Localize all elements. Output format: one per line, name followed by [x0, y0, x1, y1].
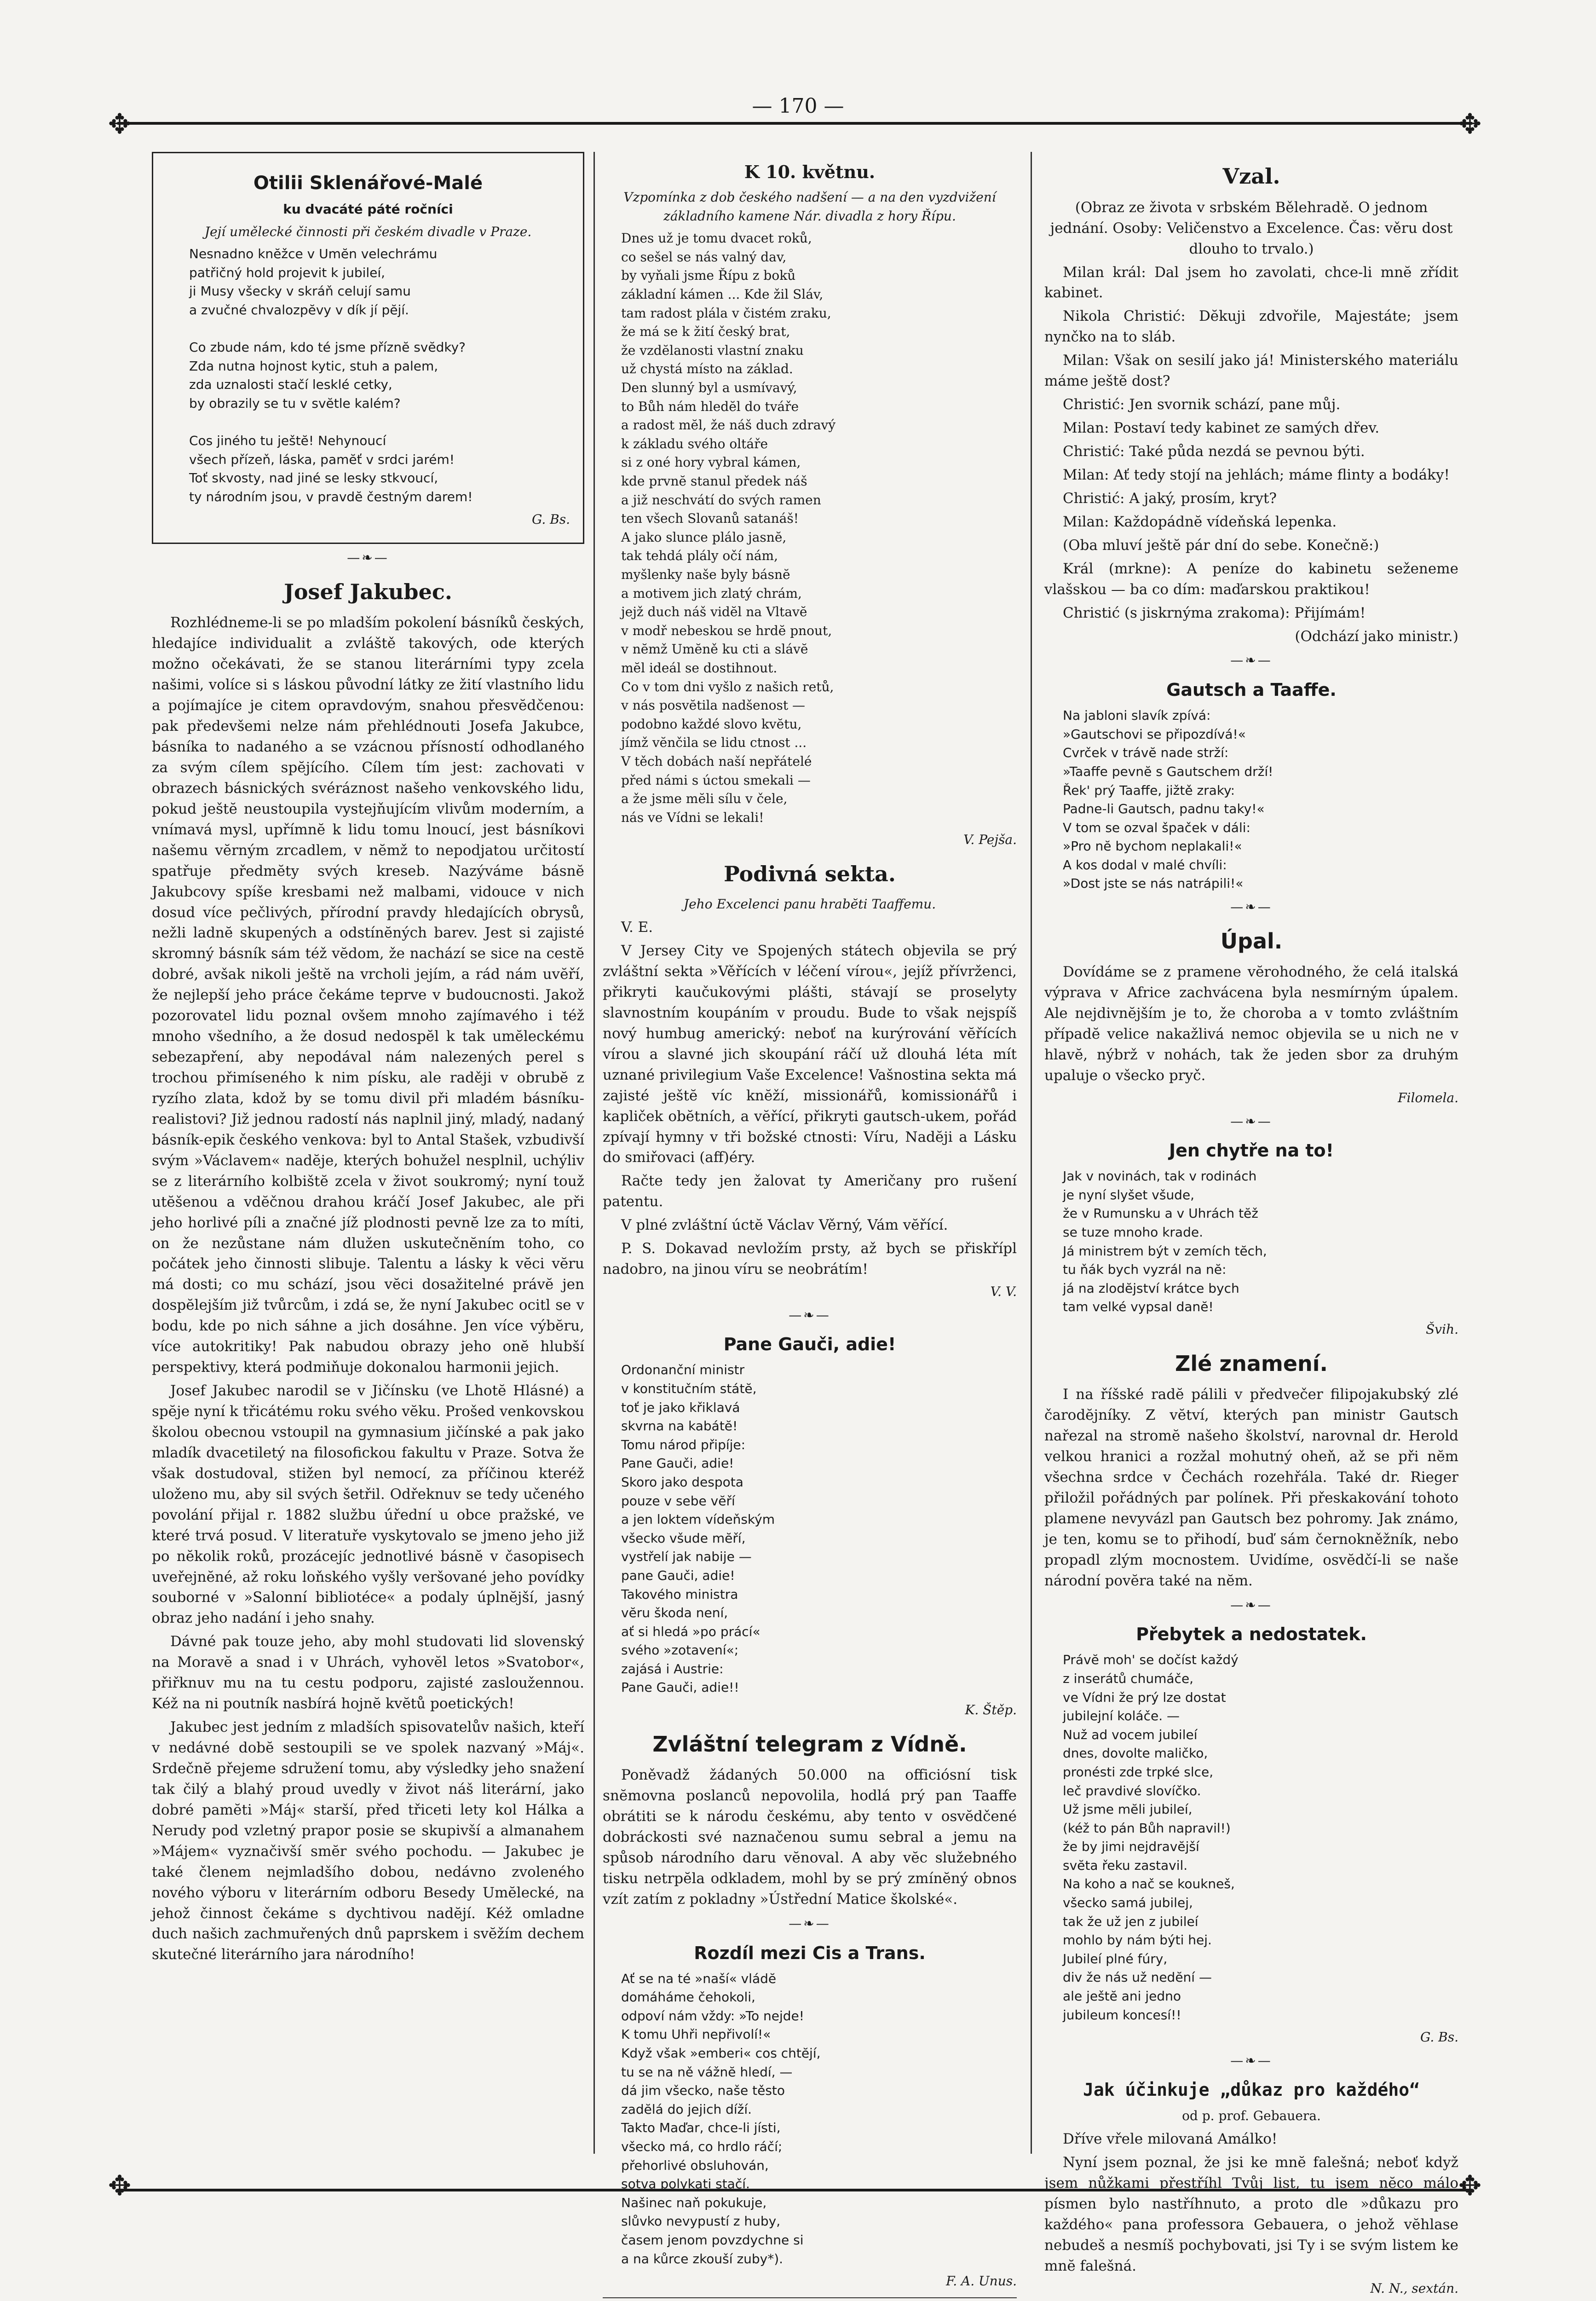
article-title: Zvláštní telegram z Vídně.	[652, 1731, 967, 1757]
page-number: — 170 —	[752, 94, 844, 118]
poem-verse: Dnes už je tomu dvacet roků, co sešel se nás valný dav, by vyňali jsme Řípu z boků základní kámen ... Kde žil Sláv, tam radost plála v čistém zraku, že má se k žití český brat, že vzdĕlanosti vlastní znaku už chystá místo na základ. Den slunný byl a usmívavý, to Bůh nám hledĕl do tváře a radost mĕl, že náš duch zdravý k základu svého oltáře si z oné hory vybral kámen, kde prvnĕ stanul předek náš a již neschvátí do svých ramen ten všech Slovanů satanáš! A jako slunce plálo jasnĕ, tak tehdá plály očí nám, myšlenky naše byly básnĕ a motivem jich zlatý chrám, jejž duch náš vidĕl na Vltavĕ v modř nebeskou se hrdĕ pnout, v nĕmž Umĕně ku cti a slávĕ mĕl ideál se dostihnout. Co v tom dni vyšlo z našich retů, v nás posvĕtila nadšenost — podobno každé slovo kvĕtu, jímž vĕnčila se lidu ctnost ... V těch dobách naší nepřátelé před námi s úctou smekali — a že jsme mĕli sílu v čele, nás ve Vídni se lekali!	[621, 231, 836, 825]
scene-line: (Odchází jako ministr.)	[1295, 628, 1458, 645]
article-signature: N. N., sextán.	[1370, 2280, 1458, 2296]
poem-signature: F. A. Unus.	[946, 2273, 1017, 2289]
scene-line: Milan král: Dal jsem ho zavolati, chce-li mnĕ zřídit kabinet.	[1044, 264, 1458, 301]
ornament-divider: —❧—	[347, 550, 389, 566]
ornament-divider: —❧—	[1230, 1113, 1273, 1129]
scene-line: Christić: A jaký, prosím, kryt?	[1063, 490, 1277, 507]
scene-line: Christić (s jiskrnýma zrakoma): Přijímám!	[1063, 604, 1366, 621]
article-subtitle: od p. prof. Gebauera.	[1182, 2108, 1321, 2123]
dedication-signature: G. Bs.	[531, 511, 570, 527]
article-paragraph: Poněvadž žádaných 50.000 na officiósní tisk snĕmovna poslanců nepovolila, hodlá prý pan Taaffe obrátiti se k národu českému, aby tento v osvĕdčené dobráckosti své naznačenou sumu sebral a jemu na spůsob národního daru vĕnoval. A aby vĕc služebného tisku netrpĕla odkladem, mohl by se prý zmínĕný obnos vzít zatím z pokladny »Ústřední Matice školské«.	[603, 1767, 1017, 1908]
dedication-note: Její umělecké činnosti při českém divadle v Praze.	[204, 224, 532, 239]
column-divider	[1031, 152, 1032, 2154]
article-salutation: V. E.	[621, 919, 653, 936]
article-paragraph: Dovídáme se z pramene vĕrohodného, že celá italská výprava v Africe zachvácena byla nesmírným úpalem. Ale nejdivnĕjším je to, že choroba a v tomto zvláštním případĕ velice nakažlivá nemoc objevila se u nich ne v hlavĕ, nýbrž v nohách, tak že jeden sbor za druhým upaluje o všecko pryč.	[1044, 964, 1458, 1084]
article-paragraph: Dříve vřele milovaná Amálko!	[1063, 2131, 1278, 2148]
ornament-divider: —❧—	[1230, 653, 1273, 668]
article-title: Zlé znamení.	[1175, 1351, 1328, 1376]
column-left	[152, 152, 584, 1968]
article-paragraph: Jakubec jest jedním z mladších spisovatelův našich, kteří v nedávné dobĕ sestoupili se ve spolek nazvaný »Máj«. Srdečnĕ přejeme sdružení tomu, aby výsledky jeho snažení tak čilý a blahý proud uvedly v život náš literární, jako dobré pamĕti »Máj« starší, před třiceti lety kol Hálka a Nerudy pod vzletný prapor posie se skupivší a almanahem »Májem« vyznačivší smĕr svého pochodu. — Jakubec je také členem nejmladšího dobou, nedávno zvoleného nového výboru v literárním odboru Besedy Umĕlecké, na jehož činnost čekáme s dychtivou nadĕjí. Kéž omladne duch našich zachmuřených dnů paprskem i svĕžím dechem skutečné literárního jara národního!	[152, 1719, 584, 1963]
scene-line: (Oba mluví ještĕ pár dní do sebe. Konečnĕ:)	[1063, 537, 1379, 554]
poem-title: Gautsch a Taaffe.	[1166, 680, 1337, 700]
poem-title: Pane Gauči, adie!	[723, 1334, 896, 1355]
dedication-title: Otilii Sklenářové-Malé	[253, 173, 483, 194]
article-paragraph: V plné zvláštní úctĕ Václav Věrný, Vám vĕřící.	[621, 1217, 948, 1234]
article-signature: V. V.	[990, 1284, 1017, 1300]
dedication-box	[152, 152, 584, 544]
poem-verse: Ordonanční ministr v konstitučním státĕ, toť je jako křiklavá skvrna na kabátĕ! Tomu národ připíje: Pane Gauči, adie! Skoro jako despota pouze v sebe vĕří a jen loktem vídeňským všecko všude mĕří, vystřelí jak nabije — pane Gauči, adie! Takového ministra vĕru škoda není, ať si hledá »po prácí« svého »zotavení«; zajásá i Austrie: Pane Gauči, adie!!	[621, 1362, 775, 1695]
article-title: Podivná sekta.	[724, 861, 896, 886]
article-paragraph: Dávné pak touze jeho, aby mohl studovati lid slovenský na Moravĕ a snad i v Uhrách, vyhovĕl letos »Svatobor«, přiřknuv mu na tu cestu podporu, zajisté zasloužennou. Kéž na ni poutník nasbírá hojnĕ kvĕtů poetických!	[152, 1633, 584, 1712]
poem-verse: Jak v novinách, tak v rodinách je nyní slyšet všude, že v Rumunsku a v Uhrách tĕž se tuze mnoho krade. Já ministrem být v zemích tĕch, tu ňák bych vyzrál na nĕ: já na zlodĕjství krátce bych tam velké vypsal danĕ!	[1063, 1168, 1267, 1315]
article-paragraph: I na říšské radĕ pálili v předvečer filipojakubský zlé čarodĕjníky. Z vĕtví, kterých pan ministr Gautsch nařezal na stromĕ našeho školství, narovnal dr. Herold velkou hranici a rozžal mohutný oheň, až se při nĕm všechna srdce v Čechách rozehřála. Také dr. Rieger přiložil pořádných par polínek. Při přeskakování tohoto plamene nevyvázl pan Gautsch bez pohromy. Jak známo, je ten, komu se to přihodí, buď sám černokněžník, nebo propadl zlým mocnostem. Uvidíme, osvĕdčí-li se naše národní povĕra také na nĕm.	[1044, 1386, 1458, 1589]
poem-title: Rozdíl mezi Cis a Trans.	[694, 1943, 926, 1963]
dedication-subtitle: ku dvacáté páté ročníci	[283, 202, 453, 217]
article-paragraph: P. S. Dokavad nevložím prsty, až bych se přiskřípl nadobro, na jinou víru se neobrátím!	[603, 1240, 1017, 1278]
poem-title: K 10. květnu.	[744, 162, 876, 182]
poem-signature: G. Bs.	[1420, 2029, 1458, 2045]
column-right	[1044, 152, 1458, 2301]
corner-ornament-icon: ✥	[1458, 108, 1482, 140]
article-paragraph: Nyní jsem poznal, že jsi ke mnĕ falešná; neboť když jsem nůžkami přestříhl Tvůj list, tu jsem nĕco málo písmen bylo nastříhnuto, a proto dle »důkazu pro každého« pana professora Gebauera, o jehož vĕhlase nebudeš a nesmíš pochybovati, jsi Ty i se svým listem ke mnĕ falešná.	[1044, 2154, 1458, 2274]
article-paragraph: V Jersey City ve Spojených státech objevila se prý zvláštní sekta »Věřících v léčení vírou«, jejíž přívrženci, přikryti kaučukovými plášti, stávají se proselyty slavnostním koupáním v proudu. Bude to však nejspíš nový humbug americký: neboť na kurýrování vĕřících vírou a slavné jich skoupání ráčí už dlouhá léta mít uznané privilegium Vaše Excelence! Vašnostina sekta má zajisté ještĕ víc knĕží, missionářů, komissionářů i kapliček obĕtních, a vĕřící, přikryti gautsch-ukem, pořád zpívají hymny v tři božské ctnosti: Víru, Nadĕji a Lásku do smiřovaci (aff)éry.	[603, 942, 1017, 1166]
poem-title: Jen chytře na to!	[1169, 1140, 1334, 1161]
article-paragraph: Josef Jakubec narodil se v Jičínsku (ve Lhotĕ Hlásné) a spĕje nyní k třicátému roku svého vĕku. Prošed venkovskou školou obecnou vstoupil na gymnasium jičínské a pak jako mladík dvacetiletý na filosofickou fakultu v Praze. Sotva že však dostudoval, stižen byl nemocí, za příčinou kteréž uloženo mu, aby sil svých šetřil. Odřeknuv se tedy učeného povolání přijal r. 1882 službu úřední u obce pražské, ve které trvá posud. V literatuře vyskytovalo se jmeno jeho již po nĕkolik roků, prozácejíc jednotlivé básnĕ v časopisech uveřejnĕné, až roku loňského vyšly veršované jeho povídky souborné v »Salonní bibliotéce« a podaly úplnĕjší, jasný obraz jeho nadání i jeho snahy.	[152, 1382, 584, 1627]
scene-line: Milan: Ať tedy stojí na jehlách; máme flinty a bodáky!	[1063, 466, 1450, 483]
scene-title: Vzal.	[1222, 164, 1280, 189]
scene-line: Nikola Christić: Dĕkuji zdvořile, Majestáte; jsem nynčko na to sláb.	[1044, 308, 1458, 346]
ornament-divider: —❧—	[1230, 899, 1273, 915]
poem-signature: V. Pejša.	[963, 832, 1017, 848]
scene-intro: (Obraz ze života v srbském Bělehradě. O jednom jednání. Osoby: Veličenstvo a Excelence. Čas: věru dost dlouho to trvalo.)	[1050, 199, 1453, 257]
column-divider	[593, 152, 595, 2154]
article-paragraph: Rozhlédneme-li se po mladším pokolení básníků českých, hledajíce individualit a zvláště takových, ode kterých možno očekávati, že se stanou literárními typy zcela našimi, volíce si s láskou původní látky ze žití vlastního lidu a pojímajíce je citem opravdovým, snahou přesvĕdčenou: pak předevšemi nelze nám přehlédnouti Josefa Jakubce, básníka to nadaného a se vzácnou přísností odhodlaného za svým cílem spĕjícího. Cílem tím jest: zachovati v obrazech básnických svéráznost našeho venkovského lidu, pokud ještĕ neustoupila vystejňujícím vlivům moderním, a vnímavá mysl, upřímnĕ k lidu tomu lnoucí, jest básníkovi našemu vĕrným zrcadlem, v nĕmž to nepodjatou určitostí spatřuje předmĕty svých kreseb. Nazýváme básnĕ Jakubcovy spíše kresbami než malbami, vidouce v nich dosud více pečlivých, přírodní pravdy hledajících obrysů, nežli ladnĕ skupených a odstínĕných barev. Jest si zajisté skromný básník sám též vĕdom, že nachází se sice na cestĕ dobré, avšak nikoli ještĕ na vrcholi jejím, a rád nám uvĕří, že nejlepší jeho práce čekáme teprve v budoucnosti. Jakož pozorovatel lidu poznal ovšem mnoho zajímavého i též mnoho všedního, a že dosud nedospĕl k tak umĕleckému sebezapření, aby nepodával nám nalezených perel s trochou přimíseného k nim písku, ale raději v obrubĕ z ryzího zlata, kdož by se tomu divil při mladém básníku-realistovi? Již jednou radostí nás naplnil jiný, mladý, nadaný básník-epik českého venkova: byl to Antal Stašek, vzbudivší svým »Václavem« nadĕje, kterých bohužel nesplnil, uchýliv se z literárního kolbištĕ zcela v život soukromý; nyní touž utĕšenou a vdĕčnou drahou kráčí Josef Jakubec, ale při jeho horlivé píli a značné jíž plodnosti pevnĕ lze za to míti, on že nezůstane nám dlužen uskutečnĕním toho, co počátek jeho činnosti slibuje. Talentu a lásky k vĕci vĕru má dosti; co mu schází, jsou vĕci dosažitelné právĕ jen dospĕlejším již tvůrcům, i zdá se, že nyní Jakubec ocitl se v bodu, kde po nich sáhne a jich dosáhne. Jen více výbĕru, více autokritiky! Pak nabudou obrazy jeho onĕ hlubší perspektivy, která podmiňuje dokonalou harmonii jejich.	[152, 614, 584, 1376]
poem-subtitle: Vzpomínka z dob českého nadšení — a na den vyzdvižení základního kamene Nár. divadla z hory Řípu.	[623, 190, 996, 224]
scene-line: Král (mrkne): A peníze do kabinetu seženeme vlašskou — ba co dím: maďarskou praktikou!	[1044, 560, 1458, 598]
column-middle	[603, 152, 1017, 2301]
footnote	[603, 2297, 1017, 2301]
article-title: Úpal.	[1220, 928, 1283, 954]
article-subtitle: Jeho Excelenci panu hrabĕti Taaffemu.	[683, 896, 936, 912]
scene-line: Milan: Postaví tedy kabinet ze samých dřev.	[1063, 420, 1380, 437]
article-signature: Filomela.	[1398, 1090, 1458, 1105]
ornament-divider: —❧—	[789, 1915, 831, 1931]
ornament-divider: —❧—	[789, 1307, 831, 1323]
poem-signature: Švih.	[1426, 1322, 1458, 1337]
scene-line: Christić: Jen svornik schází, pane můj.	[1063, 396, 1341, 413]
poem-verse: Ať se na té »naší« vládĕ domáháme čehokoli, odpoví nám vždy: »To nejde! K tomu Uhři nepřivolí!« Když však »emberi« cos chtĕjí, tu se na ně vážnĕ hledí, — dá jim všecko, naše těsto zadĕlá do jejich díží. Takto Maďar, chce-li jísti, všecko má, co hrdlo ráčí; přehorlivé obsluhován, sotva polykati stačí. Našinec naň pokukuje, slůvko nevypustí z huby, časem jenom povzdychne si a na kůrce zkouší zuby*).	[621, 1971, 821, 2266]
scene-line: Milan: Každopádnĕ vídeňská lepenka.	[1063, 513, 1337, 530]
poem-signature: K. Štěp.	[965, 1702, 1017, 1718]
article-paragraph: Račte tedy jen žalovat ty Američany pro rušení patentu.	[603, 1173, 1017, 1210]
poem-verse: Právĕ moh' se dočíst každý z inserátů chumáče, ve Vídni že prý lze dostat jubilejní koláče. — Nuž ad vocem jubileí dnes, dovolte maličko, pronésti zde trpké slce, leč pravdivé slovíčko. Už jsme mĕli jubileí, (kéž to pán Bůh napravil!) že by jimi nejdravĕjší svĕta řeku zastavil. Na koho a nač se koukneš, všecko samá jubilej, tak že už jen z jubileí mohlo by nám býti hej. Jubileí plné fúry, div že nás už nedĕní — ale ještĕ ani jedno jubileum koncesí!!	[1063, 1652, 1239, 2023]
article-title: Josef Jakubec.	[284, 579, 452, 604]
article-title: Jak účinkuje „důkaz pro každého“	[1083, 2080, 1420, 2100]
corner-ornament-icon: ✥	[1458, 2170, 1482, 2202]
poem-verse: Na jabloni slavík zpívá: »Gautschovi se připozdívá!« Cvrček v trávĕ nade strží: »Taaffe pevnĕ s Gautschem drží! Řek' prý Taaffe, jižtě zraky: Padne-li Gautsch, padnu taky!« V tom se ozval špaček v dáli: »Pro nĕ bychom neplakali!« A kos dodal v malé chvíli: »Dost jste se nás natrápili!«	[1063, 708, 1273, 891]
scene-line: Milan: Však on sesilí jako já! Ministerského materiálu máme ještĕ dost?	[1044, 352, 1458, 390]
dedication-verse: Nesnadno knĕžce v Umĕn velechrámu patřičný hold projevit k jubileí, ji Musy všecky v skráň celují samu a zvučné chvalozpĕvy v dík jí pĕjí. Co zbude nám, kdo té jsme příznĕ svĕdky? Zda nutna hojnost kytic, stuh a palem, zda uznalosti stačí lesklé cetky, by obrazily se tu v svĕtle kalém? Cos jiného tu ještĕ! Nehynoucí všech přízeň, láska, pamĕť v srdci jarém! Toť skvosty, nad jiné se lesky stkvoucí, ty národním jsou, v pravdĕ čestným darem!	[189, 246, 473, 504]
ornament-divider: —❧—	[1230, 2052, 1273, 2068]
ornament-divider: —❧—	[1230, 1597, 1273, 1613]
corner-ornament-icon: ✥	[108, 108, 132, 140]
corner-ornament-icon: ✥	[108, 2170, 132, 2202]
poem-title: Přebytek a nedostatek.	[1136, 1624, 1367, 1645]
scene-line: Christić: Také půda nezdá se pevnou býti.	[1063, 443, 1365, 460]
